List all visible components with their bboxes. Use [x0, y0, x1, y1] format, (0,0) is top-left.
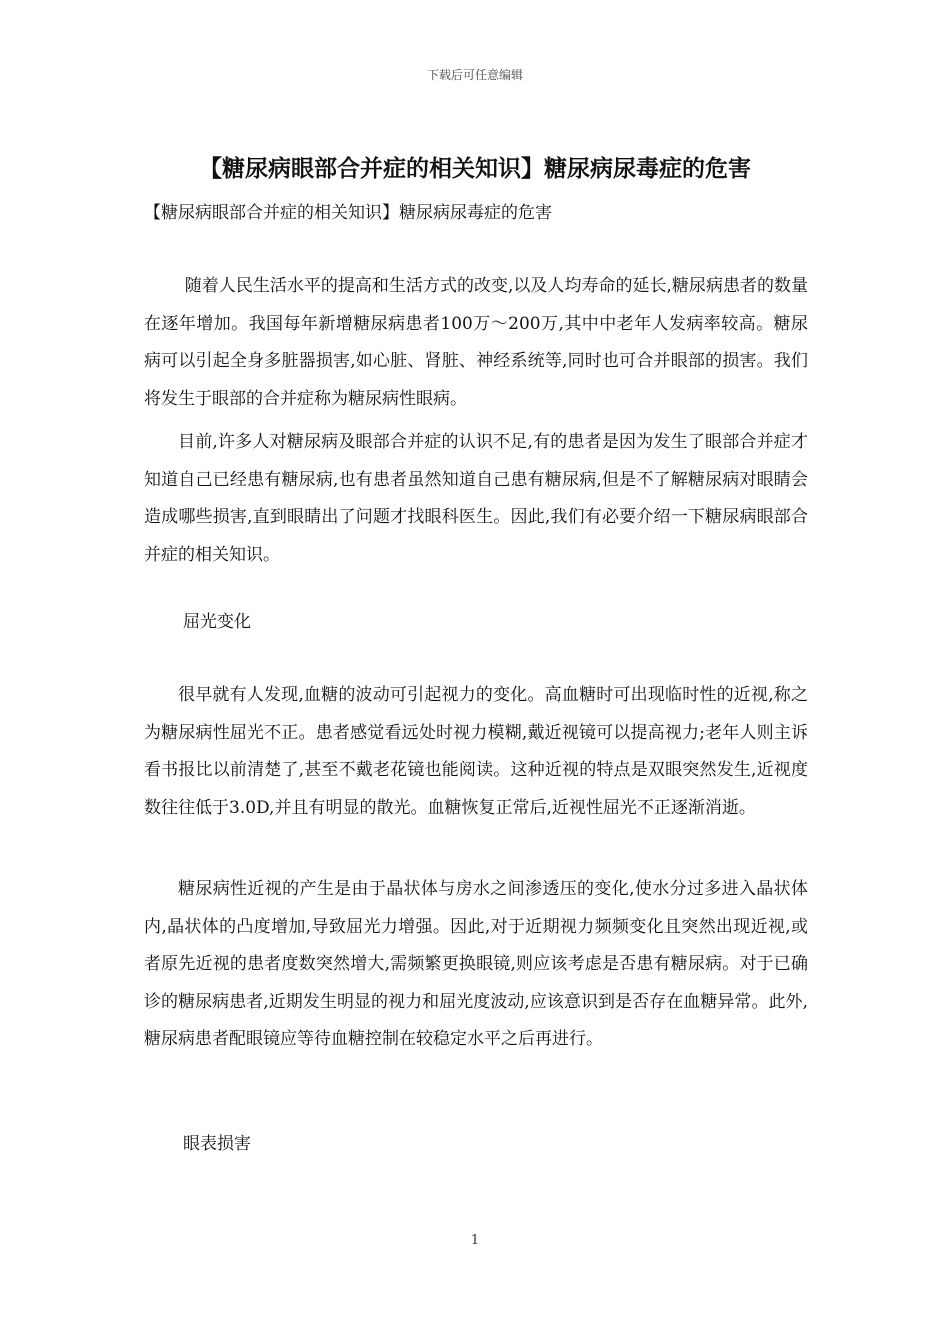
header-note: 下载后可任意编辑 — [426, 68, 523, 82]
section-heading-ocular-surface: 眼表损害 — [183, 1134, 251, 1154]
paragraph-block — [144, 677, 808, 827]
section-heading-refraction: 屈光变化 — [183, 612, 251, 632]
paragraph: 随着人民生活水平的提高和生活方式的改变,以及人均寿命的延长,糖尿病患者的数量在逐年增加。我国每年新增糖尿病患者100万～200万,其中中老年人发病率较高。糖尿病可以引起全身多脏器损害,如心脏、肾脏、神经系统等,同时也可合并眼部的损害。我们将发生于眼部的合并症称为糖尿病性眼病。 — [144, 276, 808, 409]
paragraph-block — [144, 871, 808, 1059]
document-title: 【糖尿病眼部合并症的相关知识】糖尿病尿毒症的危害 — [199, 156, 751, 182]
page-number: 1 — [470, 1233, 480, 1248]
paragraph: 目前,许多人对糖尿病及眼部合并症的认识不足,有的患者是因为发生了眼部合并症才知道自己已经患有糖尿病,也有患者虽然知道自己患有糖尿病,但是不了解糖尿病对眼睛会造成哪些损害,直到眼睛出了问题才找眼科医生。因此,我们有必要介绍一下糖尿病眼部合并症的相关知识。 — [144, 432, 808, 565]
paragraph: 很早就有人发现,血糖的波动可引起视力的变化。高血糖时可出现临时性的近视,称之为糖尿病性屈光不正。患者感觉看远处时视力模糊,戴近视镜可以提高视力;老年人则主诉看书报比以前清楚了,甚至不戴老花镜也能阅读。这种近视的特点是双眼突然发生,近视度数往往低于3.0D,并且有明显的散光。血糖恢复正常后,近视性屈光不正逐渐消逝。 — [144, 685, 808, 818]
paragraph-block — [144, 424, 808, 574]
document-subtitle: 【糖尿病眼部合并症的相关知识】糖尿病尿毒症的危害 — [144, 203, 552, 223]
paragraph-block — [144, 268, 808, 418]
paragraph: 糖尿病性近视的产生是由于晶状体与房水之间渗透压的变化,使水分过多进入晶状体内,晶状体的凸度增加,导致屈光力增强。因此,对于近期视力频频变化且突然出现近视,或者原先近视的患者度数突然增大,需频繁更换眼镜,则应该考虑是否患有糖尿病。对于已确诊的糖尿病患者,近期发生明显的视力和屈光度波动,应该意识到是否存在血糖异常。此外,糖尿病患者配眼镜应等待血糖控制在较稳定水平之后再进行。 — [144, 879, 808, 1049]
